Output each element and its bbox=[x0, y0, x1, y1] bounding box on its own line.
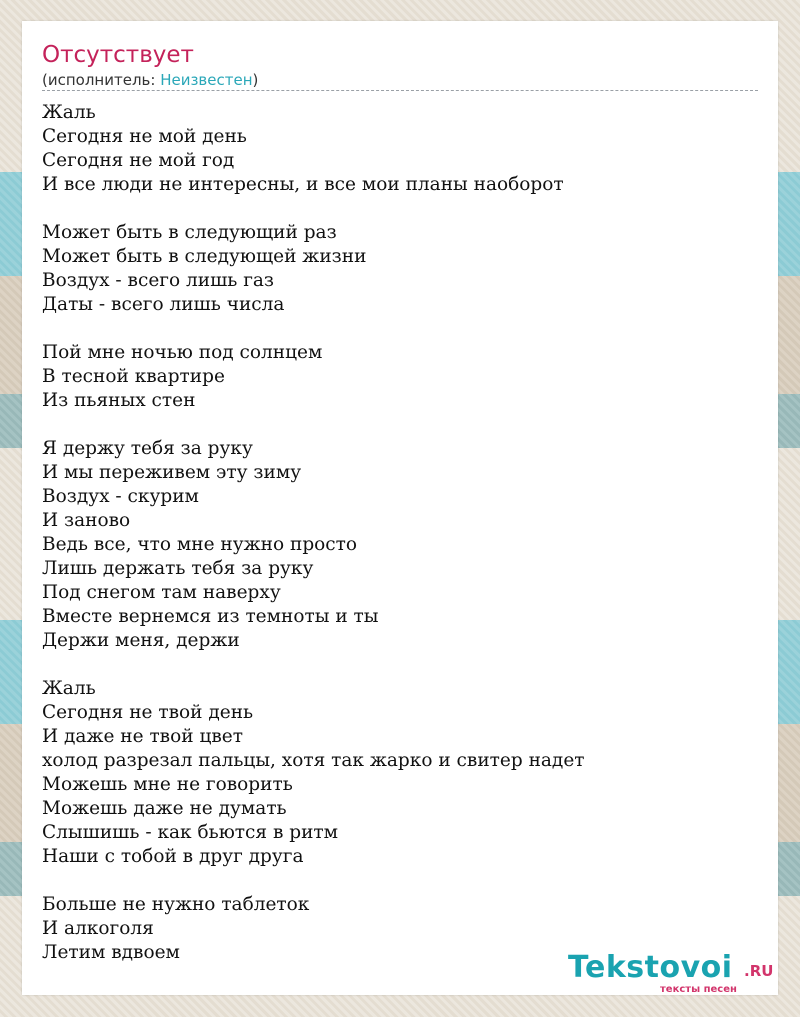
lyric-line: холод разрезал пальцы, хотя так жарко и свитер надет bbox=[42, 750, 585, 771]
lyric-line: Воздух - всего лишь газ bbox=[42, 270, 275, 291]
title-divider bbox=[42, 90, 758, 91]
lyric-line: Под снегом там наверху bbox=[42, 582, 281, 603]
lyric-line: Сегодня не мой год bbox=[42, 150, 235, 171]
lyric-line: И даже не твой цвет bbox=[42, 726, 243, 747]
lyric-line: Сегодня не твой день bbox=[42, 702, 254, 723]
artist-suffix: ) bbox=[252, 71, 259, 89]
lyric-line: Лишь держать тебя за руку bbox=[42, 558, 314, 579]
lyric-line: Даты - всего лишь числа bbox=[42, 294, 285, 315]
stanza-break bbox=[42, 869, 758, 893]
lyric-line: Жаль bbox=[42, 102, 96, 123]
lyric-line: Воздух - скурим bbox=[42, 486, 199, 507]
lyric-line: Слышишь - как бьются в ритм bbox=[42, 822, 339, 843]
lyric-line: Можешь даже не думать bbox=[42, 798, 287, 819]
logo-wordmark: Tekstovoi bbox=[568, 950, 733, 985]
logo-domain: .RU bbox=[744, 962, 774, 980]
stanza-break bbox=[42, 197, 758, 221]
stanza-break bbox=[42, 653, 758, 677]
lyric-line: Сегодня не мой день bbox=[42, 126, 247, 147]
lyrics-card bbox=[22, 21, 778, 995]
stanza-break bbox=[42, 317, 758, 341]
lyric-line: В тесной квартире bbox=[42, 366, 225, 387]
artist-line bbox=[42, 70, 258, 90]
lyric-line: Ведь все, что мне нужно просто bbox=[42, 534, 358, 555]
lyric-line: Можешь мне не говорить bbox=[42, 774, 293, 795]
lyric-line: Из пьяных стен bbox=[42, 390, 196, 411]
lyric-line: Вместе вернемся из темноты и ты bbox=[42, 606, 379, 627]
lyric-line: И алкоголя bbox=[42, 918, 154, 939]
artist-prefix: (исполнитель: bbox=[42, 71, 161, 89]
lyric-line: И мы переживем эту зиму bbox=[42, 462, 302, 483]
lyric-line: И заново bbox=[42, 510, 131, 531]
site-logo[interactable] bbox=[568, 950, 778, 994]
lyric-line: Держи меня, держи bbox=[42, 630, 240, 651]
lyric-line: Летим вдвоем bbox=[42, 942, 180, 963]
lyric-line: Больше не нужно таблеток bbox=[42, 894, 310, 915]
lyrics-text bbox=[42, 101, 758, 965]
logo-tagline: тексты песен bbox=[660, 984, 737, 995]
artist-link[interactable]: Неизвестен bbox=[160, 71, 253, 89]
lyric-line: Может быть в следующий раз bbox=[42, 222, 337, 243]
stanza-break bbox=[42, 413, 758, 437]
lyric-line: И все люди не интересны, и все мои планы наоборот bbox=[42, 174, 564, 195]
lyric-line: Наши с тобой в друг друга bbox=[42, 846, 304, 867]
lyric-line: Может быть в следующей жизни bbox=[42, 246, 367, 267]
lyric-line: Я держу тебя за руку bbox=[42, 438, 253, 459]
lyric-line: Жаль bbox=[42, 678, 96, 699]
lyric-line: Пой мне ночью под солнцем bbox=[42, 342, 323, 363]
song-title: Отсутствует bbox=[42, 42, 194, 68]
